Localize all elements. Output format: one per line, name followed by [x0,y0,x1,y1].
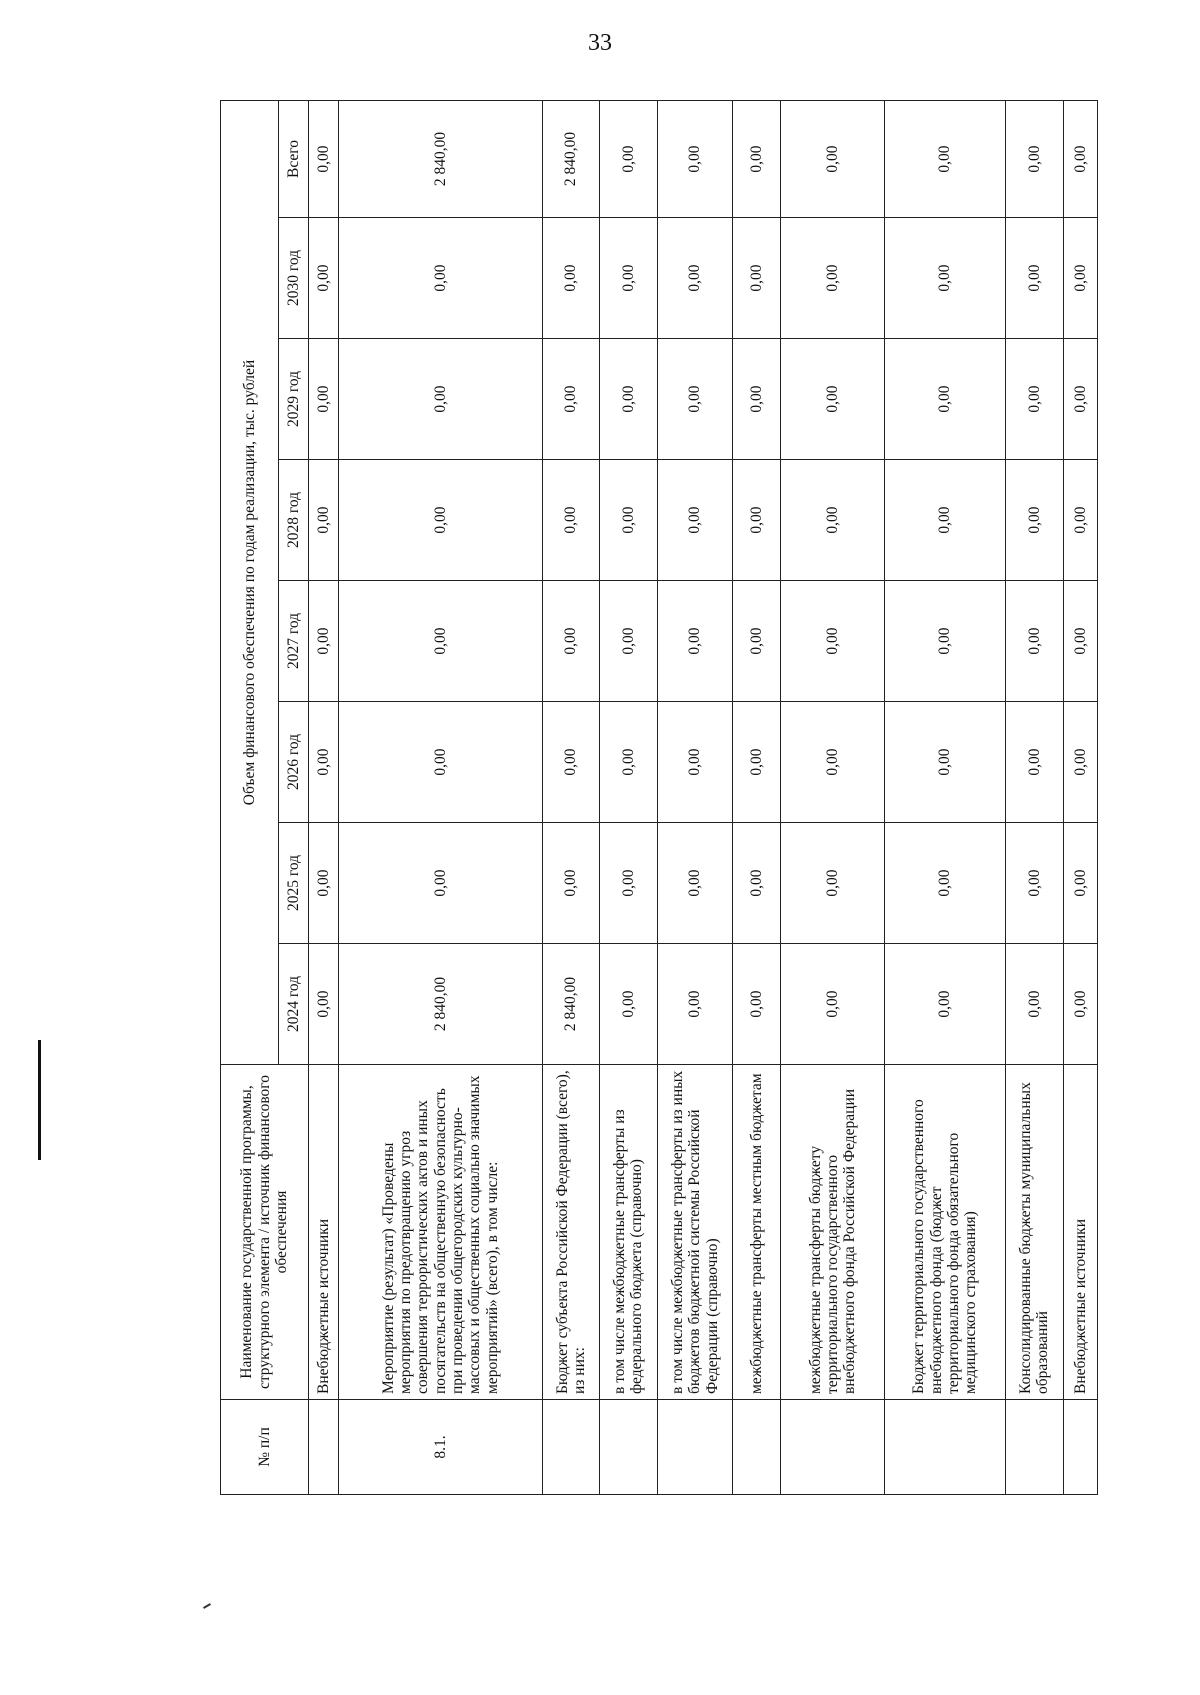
row-year-value: 0,00 [542,702,599,823]
header-year-2030: 2030 год [279,218,309,339]
row-year-value: 0,00 [338,823,542,944]
table-row [338,101,542,1495]
row-total-value: 0,00 [600,101,657,218]
row-number [884,1400,1006,1495]
row-year-value: 0,00 [542,339,599,460]
row-year-value: 0,00 [338,702,542,823]
row-source-name: в том числе межбюджетные трансферты из иных бюджетов бюджетной системы Российской Федерации (справочно) [657,1065,733,1400]
row-year-value: 0,00 [600,218,657,339]
row-year-value: 0,00 [884,339,1006,460]
row-total-value: 0,00 [781,101,884,218]
row-year-value: 0,00 [338,339,542,460]
header-number: № п/п [221,1400,309,1495]
margin-mark [203,1603,211,1609]
row-year-value: 0,00 [309,944,339,1065]
row-year-value: 0,00 [1006,460,1063,581]
table-row [1006,101,1063,1495]
row-year-value: 0,00 [733,218,781,339]
row-year-value: 0,00 [1063,218,1097,339]
header-year-2024: 2024 год [279,944,309,1065]
row-total-value: 0,00 [657,101,733,218]
row-year-value: 0,00 [338,460,542,581]
row-number [1063,1400,1097,1495]
row-year-value: 0,00 [600,702,657,823]
row-year-value: 0,00 [309,218,339,339]
row-year-value: 0,00 [338,581,542,702]
table-row [309,101,339,1495]
row-number [657,1400,733,1495]
row-year-value: 0,00 [781,823,884,944]
row-year-value: 0,00 [781,944,884,1065]
row-year-value: 0,00 [781,218,884,339]
row-total-value: 0,00 [884,101,1006,218]
row-source-name: Консолидированные бюджеты муниципальных образований [1006,1065,1063,1400]
row-year-value: 2 840,00 [338,944,542,1065]
row-number [542,1400,599,1495]
row-year-value: 0,00 [657,339,733,460]
row-number [1006,1400,1063,1495]
row-year-value: 0,00 [600,460,657,581]
row-year-value: 0,00 [1006,339,1063,460]
row-total-value: 2 840,00 [542,101,599,218]
row-year-value: 0,00 [1006,823,1063,944]
page-number: 33 [588,30,612,56]
row-source-name: Внебюджетные источники [1063,1065,1097,1400]
row-year-value: 0,00 [542,581,599,702]
row-number [733,1400,781,1495]
row-year-value: 0,00 [657,944,733,1065]
row-year-value: 0,00 [884,823,1006,944]
row-total-value: 0,00 [733,101,781,218]
row-year-value: 0,00 [657,702,733,823]
row-year-value: 0,00 [733,581,781,702]
header-year-2026: 2026 год [279,702,309,823]
row-year-value: 0,00 [1006,581,1063,702]
row-year-value: 0,00 [1063,581,1097,702]
row-year-value: 0,00 [781,339,884,460]
row-total-value: 0,00 [1006,101,1063,218]
row-year-value: 0,00 [309,581,339,702]
row-year-value: 0,00 [781,581,884,702]
financing-table [220,100,1098,1495]
row-total-value: 0,00 [1063,101,1097,218]
row-year-value: 0,00 [542,218,599,339]
row-number [309,1400,339,1495]
row-year-value: 0,00 [733,460,781,581]
row-year-value: 0,00 [1063,460,1097,581]
row-year-value: 0,00 [600,581,657,702]
table-row [542,101,599,1495]
row-source-name: межбюджетные трансферты местным бюджетам [733,1065,781,1400]
row-source-name: межбюджетные трансферты бюджету территориального государственного внебюджетного фонда Российской Федерации [781,1065,884,1400]
row-total-value: 2 840,00 [338,101,542,218]
header-year-2028: 2028 год [279,460,309,581]
header-year-2029: 2029 год [279,339,309,460]
row-source-name: в том числе межбюджетные трансферты из федерального бюджета (справочно) [600,1065,657,1400]
table-row [781,101,884,1495]
row-source-name: Внебюджетные источники [309,1065,339,1400]
header-total: Всего [279,101,309,218]
row-year-value: 0,00 [657,460,733,581]
row-number: 8.1. [338,1400,542,1495]
row-year-value: 0,00 [884,218,1006,339]
row-source-name: Бюджет территориального государственного внебюджетного фонда (бюджет территориального фонда обязательного медицинского страхования) [884,1065,1006,1400]
table-row [600,101,657,1495]
row-year-value: 0,00 [1006,944,1063,1065]
table-body [309,101,1098,1495]
header-volume: Объем финансового обеспечения по годам реализации, тыс. рублей [221,101,279,1065]
row-year-value: 2 840,00 [542,944,599,1065]
row-source-name: Бюджет субъекта Российской Федерации (всего), из них: [542,1065,599,1400]
row-total-value: 0,00 [309,101,339,218]
row-year-value: 0,00 [1063,944,1097,1065]
row-year-value: 0,00 [657,581,733,702]
row-year-value: 0,00 [542,460,599,581]
row-source-name: Мероприятие (результат) «Проведены мероприятия по предотвращению угроз совершения террористических актов и иных посягательств на общественную безопасность при проведении общегородских культурно-массовых и общественных социально значимых мероприятий» (всего), в том числе: [338,1065,542,1400]
row-year-value: 0,00 [884,460,1006,581]
header-name: Наименование государственной программы, структурного элемента / источник финансового обеспечения [221,1065,309,1400]
row-year-value: 0,00 [733,823,781,944]
table-row [1063,101,1097,1495]
row-year-value: 0,00 [733,944,781,1065]
row-year-value: 0,00 [309,339,339,460]
row-year-value: 0,00 [1006,218,1063,339]
table-row [657,101,733,1495]
table-row [884,101,1006,1495]
margin-line [38,1040,41,1160]
row-year-value: 0,00 [309,702,339,823]
row-year-value: 0,00 [1063,339,1097,460]
header-year-2025: 2025 год [279,823,309,944]
row-year-value: 0,00 [733,702,781,823]
row-year-value: 0,00 [884,944,1006,1065]
row-year-value: 0,00 [309,460,339,581]
row-year-value: 0,00 [733,339,781,460]
row-year-value: 0,00 [600,944,657,1065]
table-row [733,101,781,1495]
rotated-table-frame [220,100,1098,1495]
row-year-value: 0,00 [884,702,1006,823]
row-year-value: 0,00 [657,218,733,339]
row-year-value: 0,00 [338,218,542,339]
row-year-value: 0,00 [542,823,599,944]
financing-table-container [220,100,1098,1495]
header-year-2027: 2027 год [279,581,309,702]
row-year-value: 0,00 [1063,702,1097,823]
row-year-value: 0,00 [600,339,657,460]
row-year-value: 0,00 [884,581,1006,702]
row-year-value: 0,00 [309,823,339,944]
row-year-value: 0,00 [781,460,884,581]
row-year-value: 0,00 [781,702,884,823]
row-year-value: 0,00 [600,823,657,944]
row-number [781,1400,884,1495]
row-year-value: 0,00 [657,823,733,944]
row-year-value: 0,00 [1063,823,1097,944]
row-year-value: 0,00 [1006,702,1063,823]
row-number [600,1400,657,1495]
